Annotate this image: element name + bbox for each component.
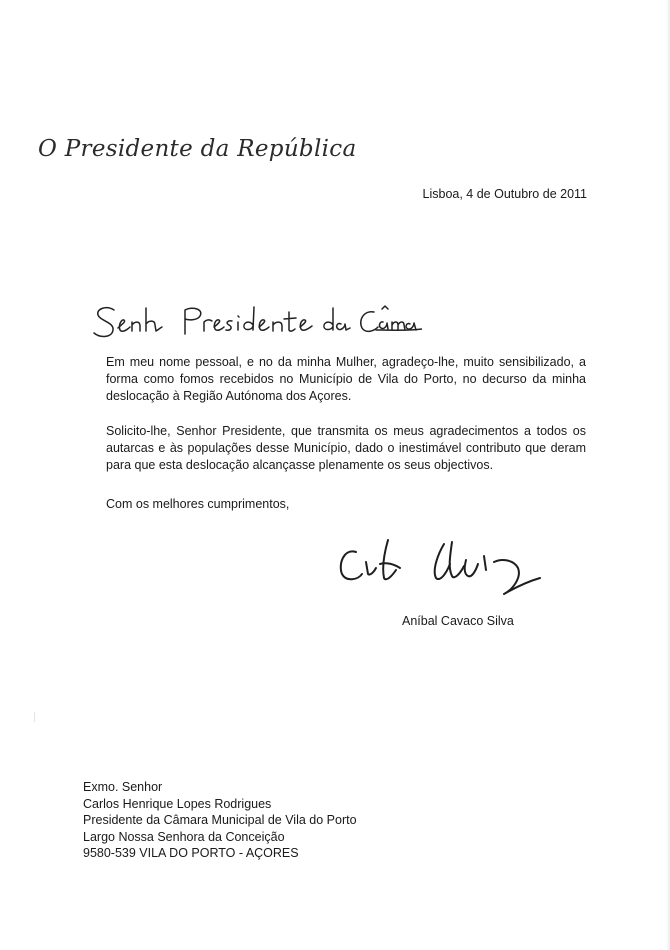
letter-date: Lisboa, 4 de Outubro de 2011 (422, 187, 587, 201)
letter-closing: Com os melhores cumprimentos, (106, 497, 290, 511)
letterhead-title: O Presidente da República (38, 136, 357, 162)
recipient-line: Carlos Henrique Lopes Rodrigues (83, 796, 272, 811)
salutation-handwriting (92, 300, 422, 346)
recipient-line: Largo Nossa Senhora da Conceição (83, 829, 285, 844)
page-edge-shadow (666, 0, 670, 950)
recipient-address (83, 779, 357, 862)
signature-mark (336, 534, 586, 614)
signer-name: Aníbal Cavaco Silva (402, 614, 514, 628)
handwritten-signature (336, 534, 586, 614)
margin-mark (34, 712, 35, 722)
handwritten-salutation (92, 300, 422, 346)
recipient-line: 9580-539 VILA DO PORTO - AÇORES (83, 846, 299, 861)
recipient-line: Presidente da Câmara Municipal de Vila do Porto (83, 813, 357, 828)
letter-paragraph-2: Solicito-lhe, Senhor Presidente, que transmita os meus agradecimentos a todos os autarcas e às populações desse Município, dado o inestimável contributo que deram para que esta deslocação alcançasse plenamente os seus objectivos. (106, 424, 586, 473)
recipient-line: Exmo. Senhor (83, 780, 163, 794)
letter-paragraph-1: Em meu nome pessoal, e no da minha Mulher, agradeço-lhe, muito sensibilizado, a forma como fomos recebidos no Município de Vila do Porto, no decurso da minha deslocação à Região Autónoma dos Açores. (106, 355, 586, 404)
